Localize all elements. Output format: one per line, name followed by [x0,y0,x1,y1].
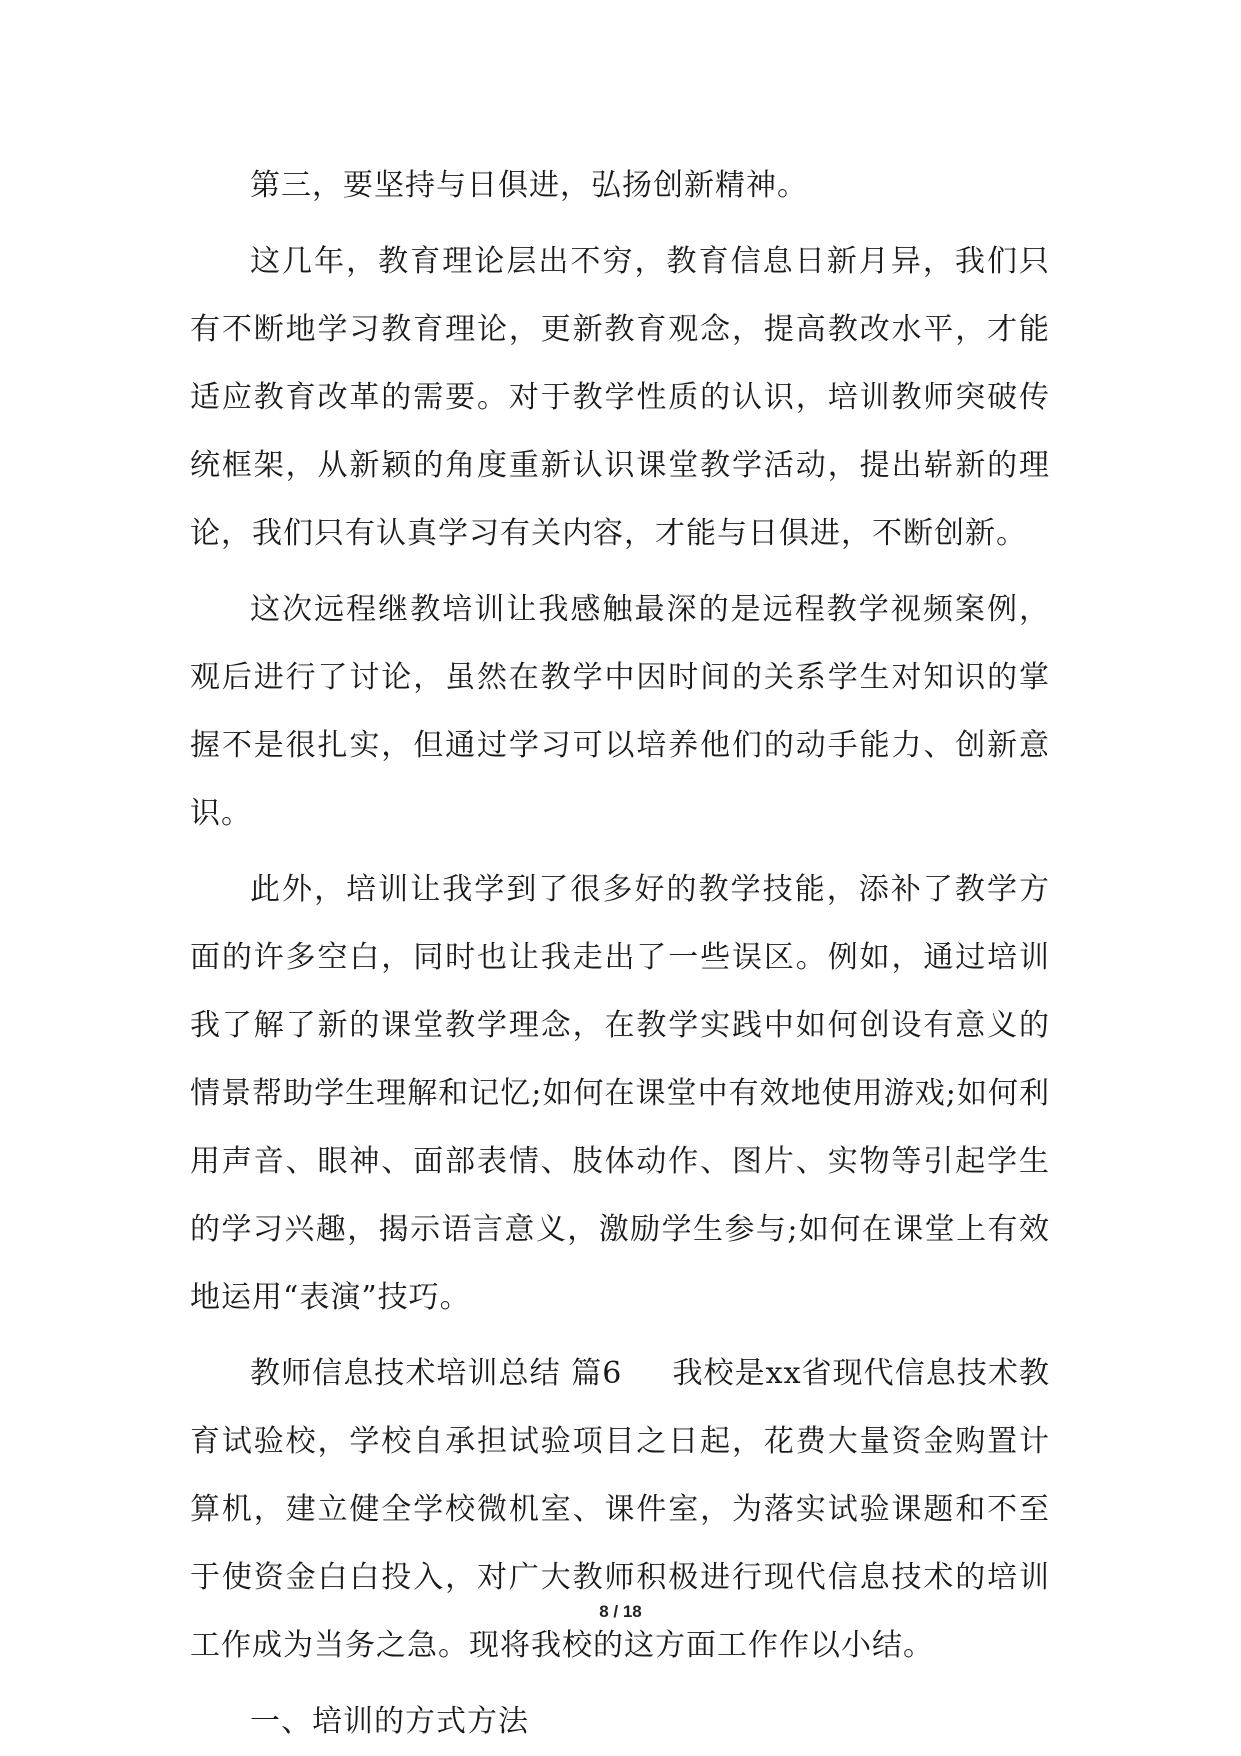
section-body: 我校是xx省现代信息技术教育试验校，学校自承担试验项目之日起，花费大量资金购置计算机，建立健全学校微机室、课件室，为落实试验课题和不至于使资金白白投入，对广大教师积极进行现代信息技术的培训工作成为当务之急。现将我校的这方面工作作以小结。 [190,1356,1050,1663]
subheading-training-methods: 一、培训的方式方法 [250,1704,529,1739]
paragraph-remote-training: 这次远程继教培训让我感触最深的是远程教学视频案例，观后进行了讨论，虽然在教学中因时间的关系学生对知识的掌握不是很扎实，但通过学习可以培养他们的动手能力、创新意识。 [190,592,1050,831]
paragraph-third-point: 第三，要坚持与日俱进，弘扬创新精神。 [250,168,808,203]
page-number: 8 / 18 [599,1602,642,1621]
paragraph-teaching-skills: 此外，培训让我学到了很多好的教学技能，添补了教学方面的许多空白，同时也让我走出了一些误区。例如，通过培训我了解了新的课堂教学理念，在教学实践中如何创设有意义的情景帮助学生理解和记忆;如何在课堂中有效地使用游戏;如何利用声音、眼神、面部表情、肢体动作、图片、实物等引起学生的学习兴趣，揭示语言意义，激励学生参与;如何在课堂上有效地运用“表演”技巧。 [190,872,1050,1315]
paragraph-education-theory: 这几年，教育理论层出不穷，教育信息日新月异，我们只有不断地学习教育理论，更新教育观念，提高教改水平，才能适应教育改革的需要。对于教学性质的认识，培训教师突破传统框架，从新颖的角度重新认识课堂教学活动，提出崭新的理论，我们只有认真学习有关内容，才能与日俱进，不断创新。 [190,244,1050,551]
document-body [190,152,1050,1756]
section-paragraph [190,1340,1050,1680]
section-heading: 教师信息技术培训总结 篇6 [250,1356,623,1391]
